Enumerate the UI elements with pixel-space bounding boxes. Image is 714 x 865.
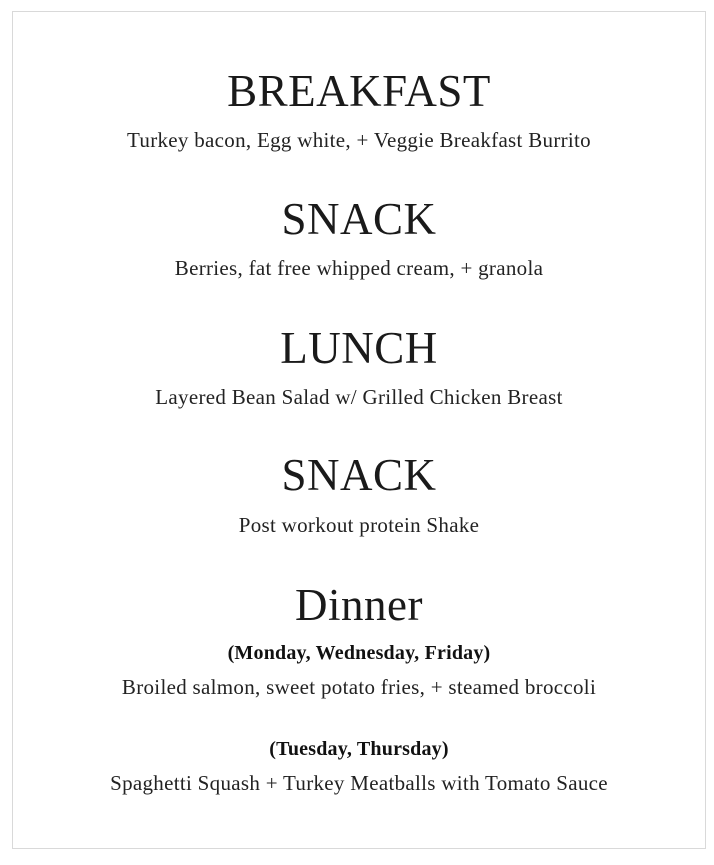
menu-card: [12, 11, 706, 849]
snack-1-heading: SNACK: [281, 194, 437, 244]
dinner-heading: Dinner: [295, 580, 423, 630]
breakfast-heading: BREAKFAST: [227, 66, 491, 116]
dinner-option-2-description: Spaghetti Squash + Turkey Meatballs with Tomato Sauce: [110, 771, 608, 795]
breakfast-description: Turkey bacon, Egg white, + Veggie Breakfast Burrito: [127, 128, 591, 152]
dinner-option-1-description: Broiled salmon, sweet potato fries, + steamed broccoli: [121, 675, 597, 699]
snack-2-heading: SNACK: [281, 450, 437, 500]
dinner-option-1-days: (Monday, Wednesday, Friday): [227, 642, 491, 664]
lunch-description: Layered Bean Salad w/ Grilled Chicken Breast: [155, 385, 563, 409]
snack-1-description: Berries, fat free whipped cream, + granola: [174, 256, 544, 280]
lunch-heading: LUNCH: [280, 323, 438, 373]
dinner-option-2-days: (Tuesday, Thursday): [269, 738, 449, 760]
snack-2-description: Post workout protein Shake: [238, 513, 480, 537]
